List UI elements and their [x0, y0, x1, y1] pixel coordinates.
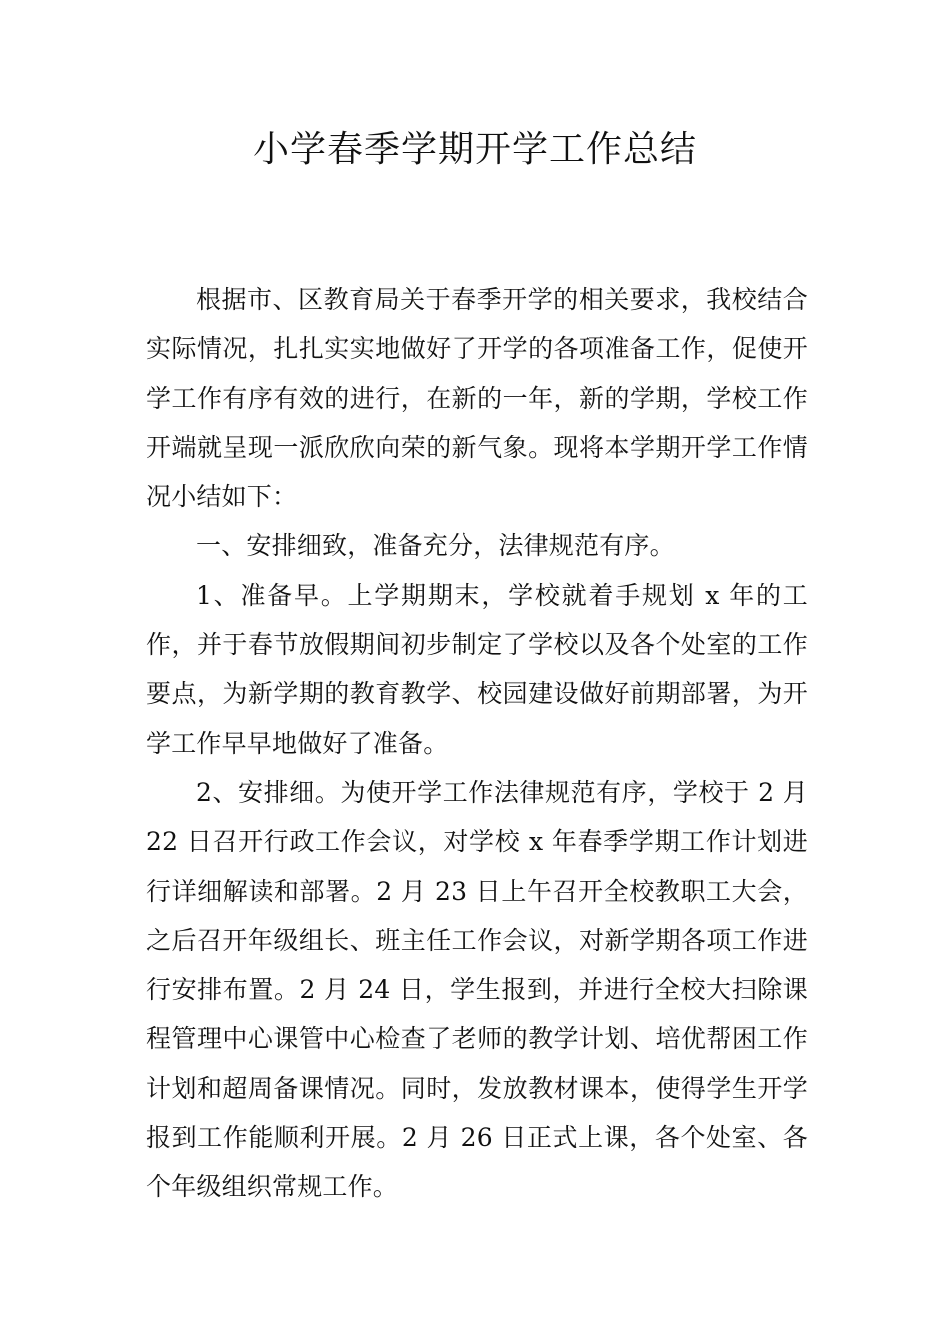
paragraph-intro: 根据市、区教育局关于春季开学的相关要求，我校结合实际情况，扎扎实实地做好了开学的各项准备工作，促使开学工作有序有效的进行，在新的一年，新的学期，学校工作开端就呈现一派欣欣向荣的新气象。现将本学期开学工作情况小结如下：: [146, 285, 808, 512]
paragraph-item-2: 2、安排细。为使开学工作法律规范有序，学校于 2 月 22 日召开行政工作会议，对学校 x 年春季学期工作计划进行详细解读和部署。2 月 23 日上午召开全校教职工大会，之后召开年级组长、班主任工作会议，对新学期各项工作进行安排布置。2 月 24 日，学生报到，并进行全校大扫除课程管理中心课管中心检查了老师的教学计划、培优帮困工作计划和超周备课情况。同时，发放教材课本，使得学生开学报到工作能顺利开展。2 月 26 日正式上课，各个处室、各个年级组织常规工作。: [146, 777, 808, 1202]
paragraph-section-heading-1: 一、安排细致，准备充分，法律规范有序。: [196, 531, 675, 561]
document-body: [146, 275, 808, 1212]
paragraph-item-1: 1、准备早。上学期期末，学校就着手规划 x 年的工作，并于春节放假期间初步制定了学校以及各个处室的工作要点，为新学期的教育教学、校园建设做好前期部署，为开学工作早早地做好了准备。: [146, 580, 808, 758]
document-title: 小学春季学期开学工作总结: [252, 129, 697, 170]
